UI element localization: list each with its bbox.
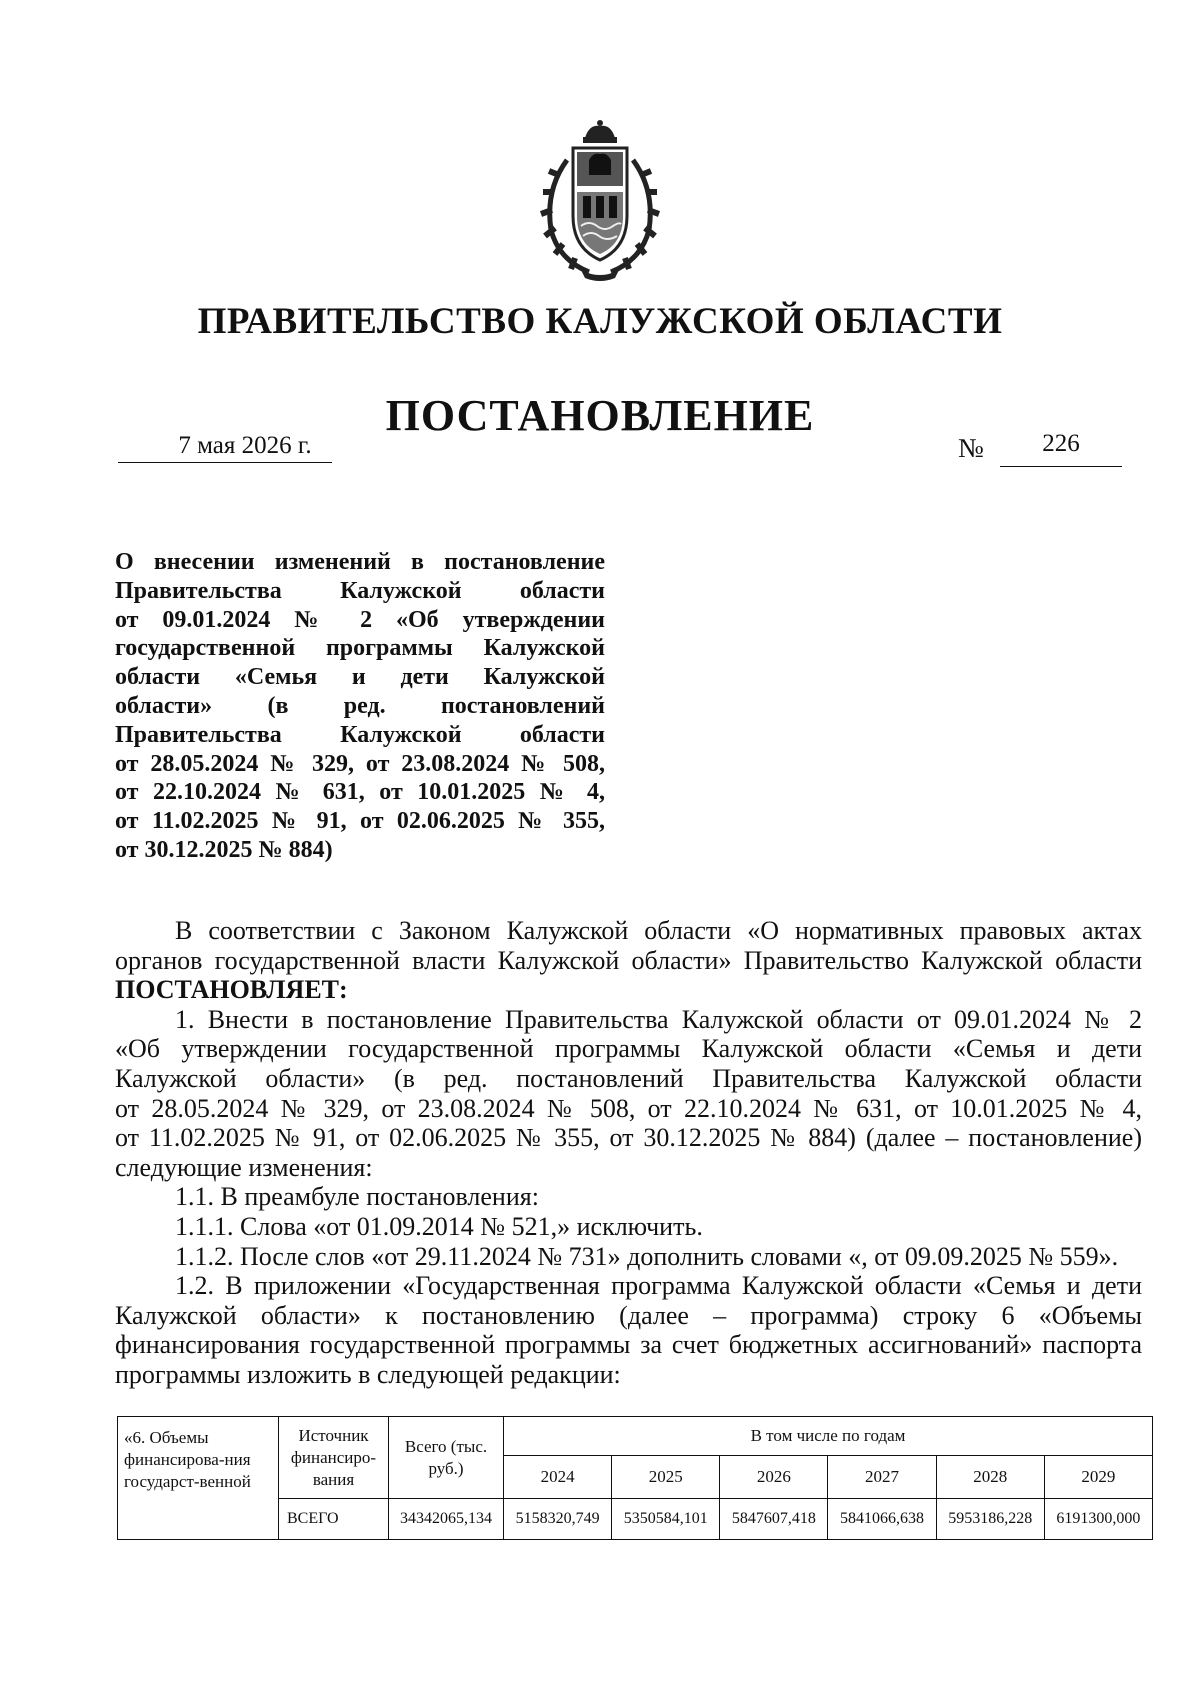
year-header-cell: 2027 [828, 1456, 936, 1499]
document-number: 226 [1042, 430, 1080, 457]
table-header-row [118, 1417, 1153, 1456]
body-line: 1. Внести в постановление Правительства Калужской области от 09.01.2024 № 2 [175, 1004, 1142, 1034]
year-header-cell: 2026 [720, 1456, 828, 1499]
number-underline [1000, 432, 1122, 467]
subject-line: от 28.05.2024 № 329, от 23.08.2024 № 508, [115, 750, 605, 777]
financing-table [117, 1416, 1153, 1540]
source-header-cell: Источник финансиро-вания [279, 1417, 389, 1499]
body-line: следующие изменения: [115, 1152, 373, 1182]
subject-line: О внесении изменений в постановление [115, 549, 605, 575]
year-header-cell: 2025 [612, 1456, 720, 1499]
year-value-cell: 5158320,749 [504, 1499, 612, 1540]
body-line: программы изложить в следующей редакции: [115, 1359, 621, 1389]
subject-line: от 11.02.2025 № 91, от 02.06.2025 № 355, [115, 808, 605, 835]
document-body [115, 916, 1142, 1390]
year-header-cell: 2029 [1044, 1456, 1152, 1499]
document-subject [115, 548, 605, 865]
year-header-cell: 2028 [936, 1456, 1044, 1499]
subject-line: Правительства Калужской области [115, 577, 605, 604]
body-line: 1.1.1. Слова «от 01.09.2014 № 521,» исключить. [175, 1211, 703, 1241]
year-value-cell: 6191300,000 [1044, 1499, 1152, 1540]
organization-title: ПРАВИТЕЛЬСТВО КАЛУЖСКОЙ ОБЛАСТИ [197, 301, 1003, 342]
document-type: ПОСТАНОВЛЕНИЕ [385, 391, 815, 440]
body-line: Калужской области» к постановлению (далее – программа) строку 6 «Объемы [115, 1300, 1142, 1330]
year-header-cell: 2024 [504, 1456, 612, 1499]
subject-line: области» (в ред. постановлений [115, 692, 605, 719]
body-line: «Об утверждении государственной программы Калужской области «Семья и дети [115, 1034, 1142, 1064]
body-line: Калужской области» (в ред. постановлений Правительства Калужской области [115, 1063, 1142, 1093]
subject-line: от 09.01.2024 № 2 «Об утверждении [115, 606, 605, 633]
year-value-cell: 5953186,228 [936, 1499, 1044, 1540]
body-line: от 28.05.2024 № 329, от 23.08.2024 № 508, от 22.10.2024 № 631, от 10.01.2025 № 4, [115, 1093, 1142, 1123]
total-cell: 34342065,134 [389, 1499, 504, 1540]
year-value-cell: 5350584,101 [612, 1499, 720, 1540]
subject-line: государственной программы Калужской [115, 635, 605, 662]
subject-line: от 30.12.2025 № 884) [115, 836, 333, 863]
body-line: финансирования государственной программы за счет бюджетных ассигнований» паспорта [115, 1330, 1142, 1360]
document-number-field [958, 432, 1122, 466]
resolves-keyword: ПОСТАНОВЛЯЕТ: [115, 975, 348, 1005]
subject-line: Правительства Калужской области [115, 721, 605, 748]
body-line: органов государственной власти Калужской области» Правительство Калужской области [115, 945, 1142, 975]
subject-line: от 22.10.2024 № 631, от 10.01.2025 № 4, [115, 779, 605, 806]
body-line: 1.2. В приложении «Государственная программа Калужской области «Семья и дети [175, 1271, 1142, 1301]
body-line: от 11.02.2025 № 91, от 02.06.2025 № 355, от 30.12.2025 № 884) (далее – постановление) [115, 1123, 1142, 1153]
year-value-cell: 5841066,638 [828, 1499, 936, 1540]
coat-of-arms-emblem [537, 120, 663, 282]
year-value-cell: 5847607,418 [720, 1499, 828, 1540]
number-sign: № [958, 433, 984, 463]
source-cell: ВСЕГО [279, 1499, 389, 1540]
total-header-cell: Всего (тыс. руб.) [389, 1417, 504, 1499]
body-line: 1.1.2. После слов «от 29.11.2024 № 731» дополнить словами «, от 09.09.2025 № 559». [175, 1241, 1119, 1271]
subject-line: области «Семья и дети Калужской [115, 664, 605, 691]
document-date: 7 мая 2026 г. [178, 432, 312, 459]
body-line: В соответствии с Законом Калужской области «О нормативных правовых актах [175, 916, 1142, 945]
years-header-cell: В том числе по годам [504, 1417, 1153, 1456]
document-date-field [118, 430, 332, 463]
row-label-cell: «6. Объемы финансирова-ния государст-венной [118, 1417, 279, 1540]
body-line: 1.1. В преамбуле постановления: [175, 1182, 539, 1212]
